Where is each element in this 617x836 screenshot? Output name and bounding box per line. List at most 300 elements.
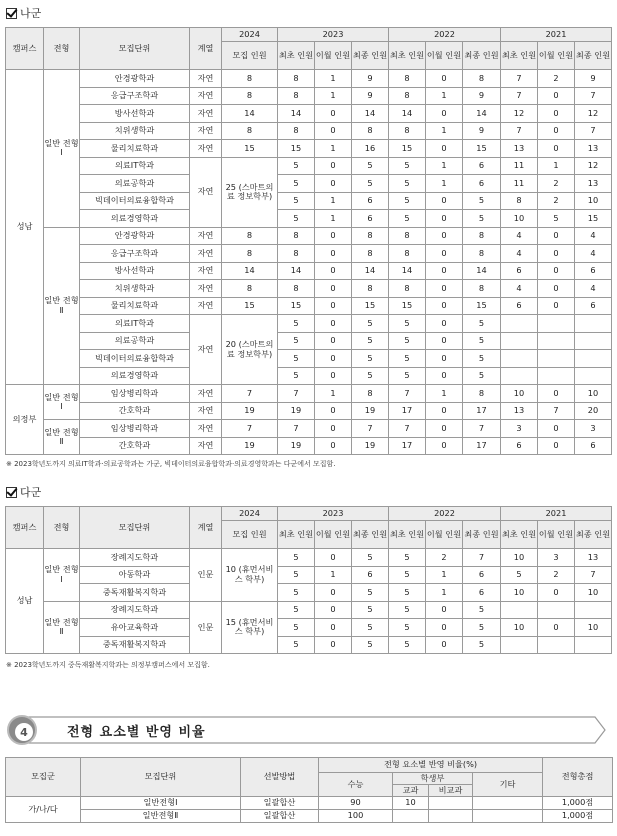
value-cell: 5 <box>352 157 389 175</box>
value-cell: 10 <box>501 619 538 637</box>
value-cell: 7 <box>575 122 612 140</box>
value-cell: 0 <box>315 437 352 455</box>
value-cell: 8 <box>352 385 389 403</box>
value-cell: 14 <box>278 105 315 123</box>
campus-cell: 의정부 <box>6 385 44 455</box>
value-cell: 5 <box>278 175 315 193</box>
hdr-carry: 이월 인원 <box>538 521 575 549</box>
unit-cell: 방사선학과 <box>80 262 190 280</box>
field-cell: 자연 <box>190 140 222 158</box>
table-row <box>6 549 612 567</box>
unit-cell: 물리치료학과 <box>80 297 190 315</box>
unit-cell: 일반전형Ⅱ <box>81 810 241 823</box>
value-cell: 8 <box>278 70 315 88</box>
value-cell: 13 <box>575 140 612 158</box>
value-cell: 8 <box>278 87 315 105</box>
value-cell: 10 <box>501 549 538 567</box>
value-cell: 0 <box>426 601 463 619</box>
table-row <box>6 350 612 368</box>
value-cell: 9 <box>463 87 501 105</box>
table-row <box>6 297 612 315</box>
hdr-final: 최종 인원 <box>352 42 389 70</box>
etc-cell <box>473 810 543 823</box>
hdr-initial: 최초 인원 <box>501 42 538 70</box>
value-cell <box>538 367 575 385</box>
banner-number-badge <box>7 715 37 745</box>
value-cell: 0 <box>315 262 352 280</box>
hdr-final: 최종 인원 <box>352 521 389 549</box>
value-cell: 1 <box>315 210 352 228</box>
nonsubject-cell <box>429 810 473 823</box>
value-cell: 5 <box>352 175 389 193</box>
value-cell: 6 <box>352 566 389 584</box>
value-cell: 0 <box>426 367 463 385</box>
recruit-cell: 8 <box>222 87 278 105</box>
value-cell: 14 <box>389 262 426 280</box>
value-cell: 0 <box>426 245 463 263</box>
campus-cell: 성남 <box>6 70 44 385</box>
value-cell: 5 <box>389 566 426 584</box>
hdr-2024: 2024 <box>222 507 278 521</box>
subject-cell: 10 <box>393 797 429 810</box>
table-row <box>6 280 612 298</box>
type-cell: 일반 전형Ⅰ <box>44 385 80 420</box>
value-cell: 6 <box>463 175 501 193</box>
hdr-final: 최종 인원 <box>463 521 501 549</box>
value-cell: 1 <box>315 566 352 584</box>
value-cell: 17 <box>463 437 501 455</box>
recruit-cell: 8 <box>222 227 278 245</box>
hdr-carry: 이월 인원 <box>538 42 575 70</box>
value-cell: 2 <box>538 192 575 210</box>
value-cell: 17 <box>389 437 426 455</box>
hdr-unit: 모집단위 <box>81 758 241 797</box>
value-cell: 1 <box>315 70 352 88</box>
table-row <box>6 210 612 228</box>
value-cell: 5 <box>278 210 315 228</box>
hdr-recruit-2024: 모집 인원 <box>222 42 278 70</box>
type-cell: 일반 전형Ⅰ <box>44 549 80 602</box>
value-cell: 7 <box>575 566 612 584</box>
value-cell: 5 <box>463 636 501 654</box>
hdr-2022: 2022 <box>389 28 501 42</box>
table-na <box>5 27 612 455</box>
value-cell: 5 <box>463 619 501 637</box>
value-cell: 2 <box>538 175 575 193</box>
value-cell: 8 <box>501 192 538 210</box>
hdr-campus: 캠퍼스 <box>6 507 44 549</box>
hdr-final: 최종 인원 <box>575 521 612 549</box>
value-cell: 19 <box>278 402 315 420</box>
field-cell: 자연 <box>190 105 222 123</box>
value-cell: 13 <box>575 175 612 193</box>
value-cell: 4 <box>501 280 538 298</box>
hdr-initial: 최초 인원 <box>389 521 426 549</box>
value-cell <box>538 315 575 333</box>
value-cell: 10 <box>501 385 538 403</box>
value-cell: 0 <box>315 280 352 298</box>
value-cell: 19 <box>278 437 315 455</box>
method-cell: 일괄합산 <box>241 810 319 823</box>
campus-cell: 성남 <box>6 549 44 654</box>
value-cell: 8 <box>352 227 389 245</box>
hdr-2021: 2021 <box>501 507 612 521</box>
value-cell: 14 <box>463 262 501 280</box>
type-cell: 일반 전형Ⅰ <box>44 70 80 228</box>
value-cell: 0 <box>426 227 463 245</box>
value-cell: 8 <box>463 227 501 245</box>
value-cell: 12 <box>575 157 612 175</box>
unit-cell: 의료IT학과 <box>80 315 190 333</box>
table-row <box>6 105 612 123</box>
value-cell: 6 <box>575 262 612 280</box>
note-na: ※ 2023학년도까지 의료IT학과·의료공학과는 가군, 빅데이터의료융합학과·의료경영학과는 다군에서 모집함. <box>6 460 336 468</box>
value-cell: 7 <box>501 87 538 105</box>
table-row <box>6 367 612 385</box>
value-cell: 0 <box>426 262 463 280</box>
value-cell: 5 <box>389 601 426 619</box>
unit-cell: 임상병리학과 <box>80 385 190 403</box>
value-cell: 2 <box>538 566 575 584</box>
hdr-2021: 2021 <box>501 28 612 42</box>
value-cell: 1 <box>426 157 463 175</box>
group-cell: 가/나/다 <box>6 797 81 823</box>
value-cell: 5 <box>389 157 426 175</box>
hdr-field: 계열 <box>190 507 222 549</box>
field-cell: 자연 <box>190 420 222 438</box>
hdr-initial: 최초 인원 <box>278 521 315 549</box>
field-cell: 자연 <box>190 297 222 315</box>
value-cell: 6 <box>352 210 389 228</box>
hdr-2024: 2024 <box>222 28 278 42</box>
value-cell: 0 <box>426 437 463 455</box>
value-cell: 8 <box>278 280 315 298</box>
table-row <box>6 636 612 654</box>
value-cell: 8 <box>389 280 426 298</box>
value-cell: 9 <box>575 70 612 88</box>
value-cell: 13 <box>501 402 538 420</box>
unit-cell: 임상병리학과 <box>80 420 190 438</box>
value-cell: 0 <box>315 315 352 333</box>
value-cell: 0 <box>538 122 575 140</box>
value-cell <box>501 350 538 368</box>
value-cell: 1 <box>426 87 463 105</box>
table-row <box>6 192 612 210</box>
value-cell: 5 <box>463 332 501 350</box>
value-cell: 0 <box>315 157 352 175</box>
value-cell <box>501 315 538 333</box>
value-cell <box>538 636 575 654</box>
recruit-cell: 8 <box>222 122 278 140</box>
value-cell: 0 <box>426 350 463 368</box>
value-cell: 1 <box>315 87 352 105</box>
value-cell: 8 <box>389 122 426 140</box>
value-cell: 15 <box>389 297 426 315</box>
value-cell: 8 <box>463 70 501 88</box>
value-cell: 0 <box>426 332 463 350</box>
value-cell: 15 <box>278 140 315 158</box>
hdr-unit: 모집단위 <box>80 507 190 549</box>
hdr-type: 전형 <box>44 507 80 549</box>
hdr-suneung: 수능 <box>319 773 393 797</box>
value-cell: 5 <box>463 601 501 619</box>
value-cell: 5 <box>278 549 315 567</box>
value-cell: 5 <box>538 210 575 228</box>
value-cell: 0 <box>315 122 352 140</box>
recruit-merged-cell: 20 (스마트의료 정보학부) <box>222 315 278 385</box>
hdr-method: 선발방법 <box>241 758 319 797</box>
value-cell: 0 <box>315 420 352 438</box>
value-cell: 5 <box>278 566 315 584</box>
value-cell: 9 <box>352 70 389 88</box>
value-cell: 5 <box>278 636 315 654</box>
value-cell: 0 <box>315 402 352 420</box>
value-cell <box>575 350 612 368</box>
banner-number: 4 <box>15 723 33 741</box>
unit-cell: 일반전형Ⅰ <box>81 797 241 810</box>
table-row <box>6 87 612 105</box>
value-cell: 10 <box>575 385 612 403</box>
value-cell: 0 <box>538 420 575 438</box>
value-cell: 7 <box>389 420 426 438</box>
value-cell <box>538 332 575 350</box>
value-cell <box>501 636 538 654</box>
value-cell: 0 <box>538 105 575 123</box>
value-cell: 9 <box>352 87 389 105</box>
hdr-group: 모집군 <box>6 758 81 797</box>
value-cell: 5 <box>352 332 389 350</box>
value-cell: 7 <box>352 420 389 438</box>
value-cell: 4 <box>575 245 612 263</box>
value-cell: 6 <box>463 566 501 584</box>
table-row <box>6 619 612 637</box>
table-ratio <box>5 757 613 823</box>
value-cell: 0 <box>426 315 463 333</box>
value-cell: 6 <box>501 437 538 455</box>
value-cell: 8 <box>389 70 426 88</box>
value-cell: 10 <box>575 192 612 210</box>
value-cell: 5 <box>352 636 389 654</box>
value-cell: 16 <box>352 140 389 158</box>
value-cell: 0 <box>315 227 352 245</box>
value-cell: 0 <box>315 245 352 263</box>
value-cell: 14 <box>352 262 389 280</box>
hdr-2023: 2023 <box>278 28 389 42</box>
value-cell: 14 <box>352 105 389 123</box>
value-cell: 7 <box>278 420 315 438</box>
unit-cell: 간호학과 <box>80 437 190 455</box>
field-cell: 자연 <box>190 227 222 245</box>
section-banner <box>5 712 609 748</box>
value-cell: 7 <box>278 385 315 403</box>
table-row <box>6 245 612 263</box>
value-cell: 15 <box>575 210 612 228</box>
value-cell: 14 <box>278 262 315 280</box>
hdr-2023: 2023 <box>278 507 389 521</box>
value-cell: 11 <box>501 157 538 175</box>
value-cell: 0 <box>538 619 575 637</box>
recruit-cell: 15 <box>222 297 278 315</box>
value-cell: 5 <box>463 350 501 368</box>
value-cell: 7 <box>463 420 501 438</box>
value-cell: 8 <box>278 227 315 245</box>
value-cell: 5 <box>278 367 315 385</box>
hdr-carry: 이월 인원 <box>315 521 352 549</box>
value-cell: 4 <box>575 280 612 298</box>
hdr-initial: 최초 인원 <box>501 521 538 549</box>
table-row <box>6 402 612 420</box>
table-row <box>6 385 612 403</box>
field-cell: 자연 <box>190 245 222 263</box>
value-cell: 0 <box>538 584 575 602</box>
suneung-cell: 90 <box>319 797 393 810</box>
value-cell: 11 <box>501 175 538 193</box>
value-cell: 0 <box>426 420 463 438</box>
value-cell: 8 <box>352 122 389 140</box>
recruit-cell: 8 <box>222 245 278 263</box>
unit-cell: 응급구조학과 <box>80 87 190 105</box>
value-cell: 1 <box>538 157 575 175</box>
value-cell: 5 <box>389 175 426 193</box>
table-row <box>6 262 612 280</box>
value-cell: 17 <box>463 402 501 420</box>
section-da-label: 다군 <box>20 486 42 499</box>
value-cell: 5 <box>278 192 315 210</box>
value-cell: 6 <box>352 192 389 210</box>
value-cell: 8 <box>389 245 426 263</box>
hdr-ratio: 전형 요소별 반영 비율(%) <box>319 758 543 773</box>
hdr-carry: 이월 인원 <box>315 42 352 70</box>
value-cell: 0 <box>315 297 352 315</box>
unit-cell: 방사선학과 <box>80 105 190 123</box>
unit-cell: 안경광학과 <box>80 227 190 245</box>
value-cell: 6 <box>463 584 501 602</box>
hdr-carry: 이월 인원 <box>426 42 463 70</box>
recruit-merged-cell: 15 (휴먼서비스 학부) <box>222 601 278 654</box>
value-cell: 0 <box>426 105 463 123</box>
value-cell: 0 <box>538 87 575 105</box>
value-cell: 6 <box>575 297 612 315</box>
hdr-2022: 2022 <box>389 507 501 521</box>
unit-cell: 중독재활복지학과 <box>80 636 190 654</box>
value-cell: 0 <box>426 70 463 88</box>
recruit-cell: 19 <box>222 437 278 455</box>
hdr-initial: 최초 인원 <box>278 42 315 70</box>
field-cell: 자연 <box>190 385 222 403</box>
value-cell: 5 <box>278 601 315 619</box>
unit-cell: 중독재활복지학과 <box>80 584 190 602</box>
value-cell <box>575 601 612 619</box>
value-cell: 17 <box>389 402 426 420</box>
value-cell: 3 <box>575 420 612 438</box>
value-cell: 0 <box>315 367 352 385</box>
value-cell: 5 <box>389 367 426 385</box>
value-cell <box>575 636 612 654</box>
value-cell: 0 <box>538 280 575 298</box>
value-cell: 0 <box>315 332 352 350</box>
recruit-cell: 8 <box>222 280 278 298</box>
value-cell: 15 <box>278 297 315 315</box>
value-cell: 7 <box>463 549 501 567</box>
total-cell: 1,000점 <box>543 797 613 810</box>
value-cell: 5 <box>352 350 389 368</box>
value-cell: 8 <box>463 245 501 263</box>
value-cell: 12 <box>575 105 612 123</box>
value-cell: 0 <box>426 210 463 228</box>
table-row <box>6 601 612 619</box>
value-cell <box>501 601 538 619</box>
value-cell: 0 <box>426 297 463 315</box>
value-cell: 5 <box>389 210 426 228</box>
hdr-nonsubject: 비교과 <box>429 785 473 797</box>
value-cell: 5 <box>278 584 315 602</box>
value-cell: 1 <box>426 584 463 602</box>
value-cell: 6 <box>575 437 612 455</box>
field-cell: 자연 <box>190 402 222 420</box>
checkbox-icon <box>6 487 17 498</box>
value-cell: 5 <box>278 332 315 350</box>
value-cell: 5 <box>278 350 315 368</box>
value-cell: 0 <box>315 584 352 602</box>
value-cell: 9 <box>463 122 501 140</box>
value-cell: 8 <box>389 227 426 245</box>
value-cell: 5 <box>389 192 426 210</box>
value-cell: 5 <box>352 584 389 602</box>
value-cell: 1 <box>315 192 352 210</box>
section-na-title <box>6 6 41 20</box>
value-cell: 12 <box>501 105 538 123</box>
value-cell: 5 <box>389 636 426 654</box>
field-cell: 자연 <box>190 122 222 140</box>
hdr-carry: 이월 인원 <box>426 521 463 549</box>
value-cell: 1 <box>426 175 463 193</box>
unit-cell: 치위생학과 <box>80 122 190 140</box>
value-cell: 7 <box>501 122 538 140</box>
type-cell: 일반 전형Ⅱ <box>44 227 80 385</box>
value-cell <box>575 315 612 333</box>
hdr-total: 전형총점 <box>543 758 613 797</box>
recruit-cell: 15 <box>222 140 278 158</box>
field-cell: 자연 <box>190 157 222 227</box>
unit-cell: 장례지도학과 <box>80 601 190 619</box>
unit-cell: 간호학과 <box>80 402 190 420</box>
section-na-label: 나군 <box>20 7 42 20</box>
field-cell: 자연 <box>190 437 222 455</box>
value-cell: 4 <box>501 245 538 263</box>
field-cell: 자연 <box>190 280 222 298</box>
value-cell: 5 <box>352 619 389 637</box>
value-cell: 8 <box>389 87 426 105</box>
value-cell: 1 <box>315 385 352 403</box>
value-cell: 5 <box>352 601 389 619</box>
unit-cell: 치위생학과 <box>80 280 190 298</box>
value-cell: 20 <box>575 402 612 420</box>
table-row <box>6 175 612 193</box>
hdr-field: 계열 <box>190 28 222 70</box>
unit-cell: 아동학과 <box>80 566 190 584</box>
value-cell: 19 <box>352 437 389 455</box>
hdr-final: 최종 인원 <box>575 42 612 70</box>
recruit-cell: 14 <box>222 262 278 280</box>
value-cell: 6 <box>463 157 501 175</box>
table-row <box>6 70 612 88</box>
value-cell: 5 <box>278 315 315 333</box>
recruit-cell: 19 <box>222 402 278 420</box>
value-cell: 6 <box>501 297 538 315</box>
value-cell: 0 <box>538 262 575 280</box>
value-cell: 0 <box>426 619 463 637</box>
table-row <box>6 122 612 140</box>
